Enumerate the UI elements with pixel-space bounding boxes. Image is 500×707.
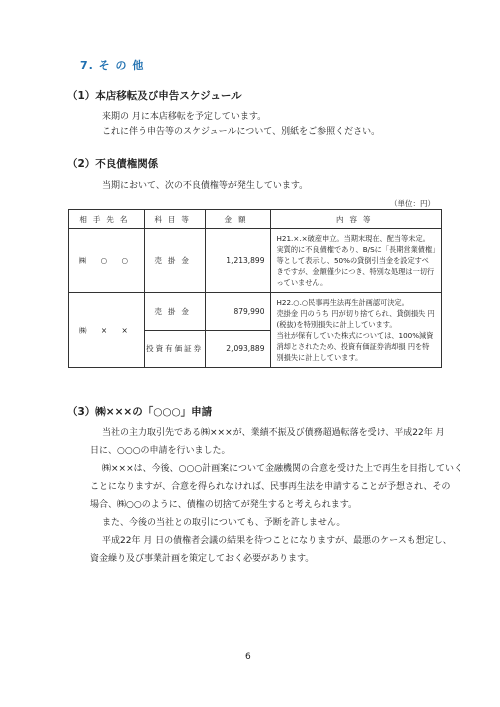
subject-cell: 売掛金 [144, 293, 205, 331]
description-cell [271, 229, 442, 293]
sub3-paragraph-line: 場合、㈱○○のように、債権の切捨てが発生すると考えられます。 [90, 500, 357, 510]
subject-cell: 売掛金 [144, 229, 205, 293]
partner-cell: ㈱ ○ ○ [69, 229, 145, 293]
amount-cell: 2,093,889 [205, 330, 271, 368]
partner-cell: ㈱ × × [69, 293, 145, 368]
page-number: 6 [245, 652, 251, 662]
header-subject: 科目等 [144, 210, 205, 229]
header-partner: 相手先名 [69, 210, 145, 229]
table-header-row [69, 210, 442, 229]
sub3-paragraph-line: 日に、○○○の申請を行いました。 [90, 446, 231, 456]
table-row [69, 229, 442, 293]
sub3-paragraph-line: 資金繰り及び事業計画を策定しておく必要があります。 [90, 554, 315, 564]
unit-label: （単位：円） [390, 199, 435, 208]
sub1-line-1: 来期の 月に本店移転を予定しています。 [102, 112, 267, 122]
sub3-paragraph-line: 平成22年 月 日の債権者会議の結果を待つことになりますが、最悪のケースも想定し、 [102, 536, 452, 546]
subsection-heading-3: （3）㈱×××の「○○○」申請 [67, 406, 213, 418]
amount-cell: 1,213,899 [205, 229, 271, 293]
sub2-intro: 当期において、次の不良債権等が発生しています。 [102, 181, 309, 191]
amount-cell: 879,990 [205, 293, 271, 331]
section-heading: 7. そ の 他 [80, 59, 145, 72]
sub3-paragraph-line: ことになりますが、合意を得られなければ、民事再生法を申請することが予想され、その [90, 482, 451, 492]
subsection-heading-1: （1）本店移転及び申告スケジュール [67, 90, 242, 102]
bad-debt-table [68, 209, 442, 368]
sub1-line-2: これに伴う申告等のスケジュールについて、別紙をご参照ください。 [102, 127, 381, 137]
sub3-paragraph-line: また、今後の当社との取引についても、予断を許しません。 [102, 518, 346, 528]
table-row [69, 293, 442, 331]
description-text: H22.○.○民事再生法再生計画認可決定。 売掛金 円のうち 円が切り捨てられ、貸倒損失 円(税抜)を特別損失に計上しています。 当社が保有していた株式については、100%減資消却とされたため、投資有価証券消却損 円を特別損失に計上しています。 [276, 298, 435, 362]
sub3-paragraph-line: ㈱×××は、今後、○○○計画案について金融機関の合意を受けた上で再生を目指していく [102, 464, 464, 474]
sub3-paragraph-line: 当社の主力取引先である㈱×××が、業績不振及び債務超過転落を受け、平成22年 月 [102, 428, 445, 438]
header-amount: 金額 [205, 210, 271, 229]
description-cell [271, 293, 442, 368]
header-description: 内容等 [271, 210, 442, 229]
description-text: H21.×.×破産申立。当期末現在、配当等未定。 実質的に不良債権であり、B/Sに「長期営業債権」等として表示し、50%の貸倒引当金を設定すべきですが、金額僅少につき、特別な処理は一切行っていません。 [276, 234, 436, 287]
subject-cell: 投資有価証券 [144, 330, 205, 368]
subsection-heading-2: （2）不良債権関係 [67, 158, 159, 170]
